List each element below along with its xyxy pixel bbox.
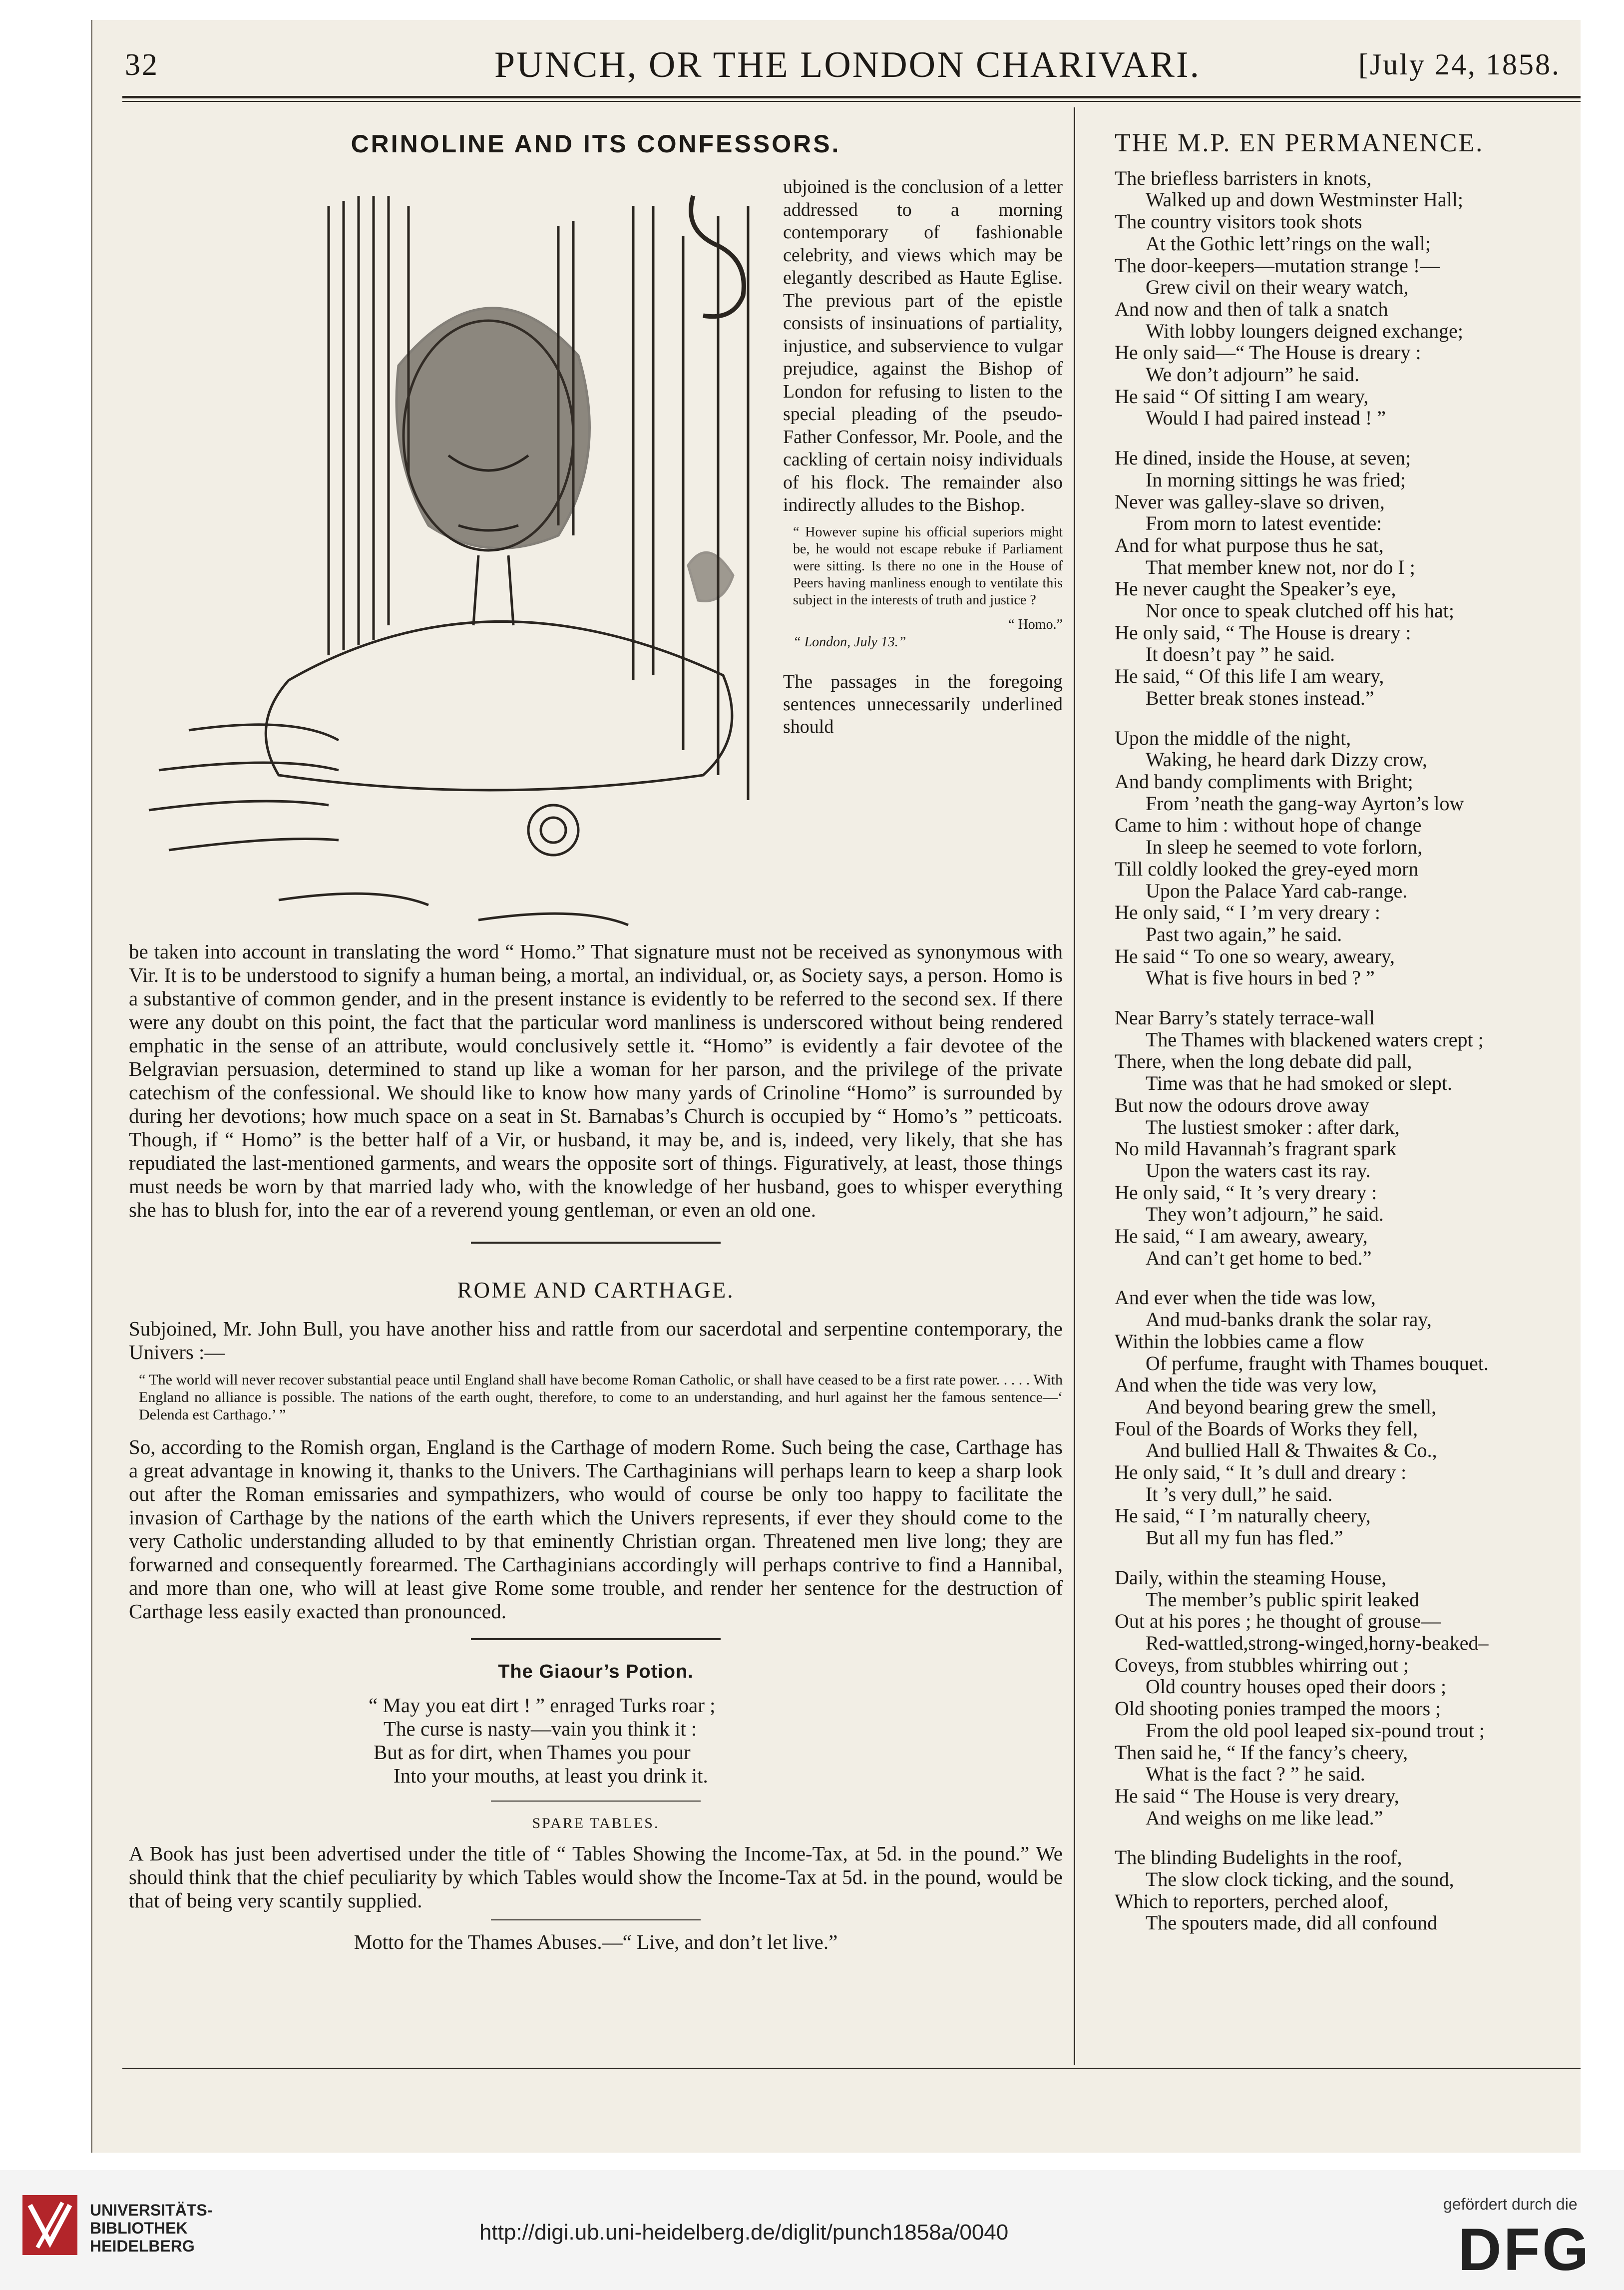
mp-stanza <box>1115 1846 1569 1934</box>
poem-line: But all my fun has fled.” <box>1146 1526 1343 1549</box>
bottom-rule <box>122 2068 1581 2069</box>
crinoline-title: CRINOLINE AND ITS CONFESSORS. <box>351 130 841 158</box>
source-url[interactable]: http://digi.ub.uni-heidelberg.de/diglit/punch1858a/0040 <box>479 2220 1009 2245</box>
mp-poem <box>1115 167 1569 1934</box>
poem-line: And bullied Hall & Thwaites & Co., <box>1146 1439 1437 1462</box>
poem-line: The briefless barristers in knots, <box>1115 166 1372 189</box>
giaour-line: “ May you eat dirt ! ” enraged Turks roar ; <box>369 1694 716 1717</box>
poem-line: Of perfume, fraught with Thames bouquet. <box>1146 1352 1489 1374</box>
giaour-title: The Giaour’s Potion. <box>498 1661 694 1682</box>
spare-tables-title: SPARE TABLES. <box>532 1815 660 1832</box>
poem-line: Grew civil on their weary watch, <box>1146 276 1409 299</box>
poem-line: Daily, within the steaming House, <box>1115 1566 1386 1589</box>
mp-stanza <box>1115 1287 1569 1548</box>
section-separator-4 <box>491 1919 701 1920</box>
funded-by: gefördert durch die <box>1443 2195 1578 2213</box>
dfg-logo: DFG <box>1458 2216 1591 2283</box>
university-logo-icon <box>20 2193 80 2258</box>
poem-line: And beyond bearing grew the smell, <box>1146 1395 1437 1418</box>
issue-date: [July 24, 1858. <box>1358 48 1561 81</box>
poem-line: Past two again,” he said. <box>1146 922 1342 945</box>
homo-quote: “ However supine his official superiors might be, he would not escape rebuke if Parliament were sitting. Is there no one in the House of Peers having manliness enough to ventilate this subject in the interests of truth and justice ? <box>793 524 1063 608</box>
poem-line: And when the tide was very low, <box>1115 1374 1377 1396</box>
poem-line: Which to reporters, perched aloof, <box>1115 1889 1389 1912</box>
giaour-verse <box>129 1694 1063 1788</box>
poem-line: In sleep he seemed to vote forlorn, <box>1146 836 1423 859</box>
poem-line: What is the fact ? ” he said. <box>1146 1763 1365 1786</box>
poem-line: And for what purpose thus he sat, <box>1115 533 1384 556</box>
poem-line: Coveys, from stubbles whirring out ; <box>1115 1653 1409 1676</box>
mp-stanza <box>1115 1567 1569 1829</box>
poem-line: The door-keepers—mutation strange !— <box>1115 254 1440 277</box>
header-rule <box>122 96 1581 98</box>
poem-line: And mud-banks drank the solar ray, <box>1146 1308 1432 1331</box>
rome-body: So, according to the Romish organ, England is the Carthage of modern Rome. Such being the case, Carthage has a great advantage in knowing it, thanks to the Univers. The Carthaginians will perhaps learn to keep a sharp look out after the Roman emissaries and sympathizers, who would of course be only too happy to facilitate the invasion of Carthage by the nations of the earth which the Univers represents, if ever they should come to the very Catholic understanding alluded to by that eminently Christian organ. Threatened men live long; they are forwarned and consequently forearmed. The Carthaginians accordingly will perhaps contrive to find a Hannibal, and more than one, who will at least give Rome some trouble, and render her sentence for the destruction of Carthage less easily exacted than pronounced. <box>129 1435 1063 1623</box>
left-column <box>129 132 1063 1954</box>
header-rule-thin <box>122 101 1581 102</box>
library-name: UNIVERSITÄTS- BIBLIOTHEK HEIDELBERG <box>90 2201 213 2255</box>
poem-line: There, when the long debate did pall, <box>1115 1050 1412 1073</box>
poem-line: But now the odours drove away <box>1115 1093 1369 1116</box>
poem-line: And can’t get home to bed.” <box>1146 1246 1372 1269</box>
rome-title: ROME AND CARTHAGE. <box>457 1278 735 1303</box>
poem-line: Waking, he heard dark Dizzy crow, <box>1146 748 1427 771</box>
poem-line: That member knew not, nor do I ; <box>1146 555 1415 578</box>
poem-line: The country visitors took shots <box>1115 210 1362 233</box>
poem-line: Walked up and down Westminster Hall; <box>1146 188 1464 211</box>
poem-line: Time was that he had smoked or slept. <box>1146 1072 1453 1095</box>
digitization-footer <box>0 2170 1624 2290</box>
poem-line: From the old pool leaped six-pound trout ; <box>1146 1719 1485 1742</box>
crinoline-lady-illustration <box>129 176 773 940</box>
poem-line: Upon the middle of the night, <box>1115 726 1351 749</box>
poem-line: Red-wattled,strong-winged,horny-beaked– <box>1146 1632 1489 1654</box>
poem-line: From morn to latest eventide: <box>1146 512 1382 535</box>
giaour-line: The curse is nasty—vain you think it : <box>384 1717 697 1740</box>
poem-line: He said “ To one so weary, aweary, <box>1115 944 1395 967</box>
poem-line: They won’t adjourn,” he said. <box>1146 1203 1384 1226</box>
poem-line: He dined, inside the House, at seven; <box>1115 447 1411 469</box>
poem-line: Came to him : without hope of change <box>1115 814 1422 837</box>
poem-line: Old country houses oped their doors ; <box>1146 1675 1447 1698</box>
section-separator-2 <box>471 1638 721 1640</box>
illustration-block <box>129 176 1063 940</box>
poem-line: He said, “ Of this life I am weary, <box>1115 665 1384 688</box>
spare-tables-body: A Book has just been advertised under the title of “ Tables Showing the Income-Tax, at 5d. in the pound.” We should think that the chief peculiarity by which Tables would show the Income-Tax at 5d. in the pound, would be that of being very scantily supplied. <box>129 1842 1063 1912</box>
poem-line: Never was galley-slave so driven, <box>1115 490 1385 513</box>
poem-line: The spouters made, did all confound <box>1146 1911 1438 1934</box>
giaour-line: Into your mouths, at least you drink it. <box>394 1764 708 1787</box>
poem-line: Better break stones instead.” <box>1146 686 1374 709</box>
giaour-line: But as for dirt, when Thames you pour <box>374 1741 691 1764</box>
poem-line: Old shooting ponies tramped the moors ; <box>1115 1697 1441 1720</box>
poem-line: At the Gothic lett’rings on the wall; <box>1146 232 1431 255</box>
poem-line: Nor once to speak clutched off his hat; <box>1146 599 1454 622</box>
poem-line: Foul of the Boards of Works they fell, <box>1115 1417 1418 1440</box>
poem-line: He only said, “ It ’s very dreary : <box>1115 1181 1377 1204</box>
intro-paragraph: ubjoined is the conclusion of a letter addressed to a morning contemporary of fashionable celebrity, and views which may be elegantly described as Haute Eglise. The previous part of the epistle consists of insinuations of partiality, injustice, and subservience to vulgar prejudice, against the Bishop of London for refusing to listen to the special pleading of the pseudo-Father Confessor, Mr. Poole, and the cackling of certain noisy individuals of his flock. The remainder also indirectly alludes to the Bishop. “ However supine his official superiors might be, he would not escape rebuke if Parliament were sitting. Is there no one in the House of Peers having manliness enough to ventilate this subject in the interests of truth and justice ? “ Homo.” “ London, July 13.” The passages in the foregoing sentences unnecessarily underlined should <box>783 176 1063 737</box>
page-number: 32 <box>125 48 159 82</box>
poem-line: The slow clock ticking, and the sound, <box>1146 1868 1454 1891</box>
poem-line: Upon the waters cast its ray. <box>1146 1159 1371 1182</box>
column-divider <box>1074 107 1075 2065</box>
section-separator <box>471 1242 721 1244</box>
mp-stanza <box>1115 167 1569 429</box>
poem-line: The blinding Budelights in the roof, <box>1115 1846 1402 1869</box>
poem-line: With lobby loungers deigned exchange; <box>1146 319 1463 342</box>
poem-line: And now and then of talk a snatch <box>1115 297 1388 320</box>
poem-line: Till coldly looked the grey-eyed morn <box>1115 857 1419 880</box>
poem-line: And ever when the tide was low, <box>1115 1286 1376 1309</box>
poem-line: He said “ Of sitting I am weary, <box>1115 385 1369 408</box>
poem-line: He only said, “ It ’s dull and dreary : <box>1115 1461 1407 1484</box>
poem-line: He only said—“ The House is dreary : <box>1115 341 1421 364</box>
poem-line: We don’t adjourn” he said. <box>1146 363 1360 386</box>
poem-line: He only said, “ The House is dreary : <box>1115 621 1411 644</box>
poem-line: Out at his pores ; he thought of grouse— <box>1115 1610 1441 1633</box>
poem-line: It ’s very dull,” he said. <box>1146 1482 1333 1505</box>
poem-line: Would I had paired instead ! ” <box>1146 407 1386 430</box>
motto: Motto for the Thames Abuses.—“ Live, and don’t let live.” <box>354 1930 838 1953</box>
poem-line: He never caught the Speaker’s eye, <box>1115 577 1396 600</box>
crinoline-body: be taken into account in translating the word “ Homo.” That signature must not be received as synonymous with Vir. It is to be understood to signify a human being, a mortal, an individual, or, as Society says, a person. Homo is a substantive of common gender, and in the present instance is evidently to be referred to the second sex. If there were any doubt on this point, the fact that the particular word manliness is underscored without being rendered emphatic in the sense of an attribute, would conclusively settle it. “Homo” is evidently a fair devotee of the Belgravian persuasion, determined to stand up like a woman for her parson, and the privilege of the private catechism of the confessional. We should like to know how many yards of Crinoline “Homo” is surrounded by during her devotions; how much space on a seat in St. Barnabas’s Church is occupied by “ Homo’s ” petticoats. Though, if “ Homo” is the better half of a Vir, or husband, it may be, and is, indeed, very likely, that she has repudiated the last-mentioned garments, and wears the opposite sort of things. Figuratively, at least, those things must needs be worn by that married lady who, with the knowledge of her husband, goes to whisper everything she has to blush for, into the ear of a reverend young gentleman, or even an old one. <box>129 940 1063 1221</box>
poem-line: He said, “ I ’m naturally cheery, <box>1115 1504 1371 1527</box>
poem-line: The member’s public spirit leaked <box>1146 1588 1419 1611</box>
homo-signature: “ Homo.” <box>1008 616 1063 632</box>
masthead-title: PUNCH, OR THE LONDON CHARIVARI. <box>494 44 1201 85</box>
passages-start: The passages in the foregoing sentences unnecessarily underlined should <box>783 671 1063 737</box>
poem-line: The Thames with blackened waters crept ; <box>1146 1028 1484 1051</box>
univers-quote: “ The world will never recover substantial peace until England shall have become Roman Catholic, or shall have ceased to be a first rate power. . . . . With England no alliance is possible. The nations of the earth ought, therefore, to come to an understanding, and hurl against her the famous sentence—‘ Delenda est Carthago.’ ” <box>139 1372 1063 1423</box>
poem-line: And bandy compliments with Bright; <box>1115 770 1413 793</box>
poem-line: Upon the Palace Yard cab-range. <box>1146 879 1408 902</box>
poem-line: He said “ The House is very dreary, <box>1115 1784 1399 1807</box>
right-column <box>1115 129 1569 1952</box>
homo-place: “ London, July 13.” <box>793 634 906 650</box>
poem-line: The lustiest smoker : after dark, <box>1146 1115 1400 1138</box>
poem-line: He only said, “ I ’m very dreary : <box>1115 901 1381 924</box>
section-separator-3 <box>491 1801 701 1802</box>
poem-line: No mild Havannah’s fragrant spark <box>1115 1137 1397 1160</box>
poem-line: In morning sittings he was fried; <box>1146 468 1406 491</box>
poem-line: And weighs on me like lead.” <box>1146 1806 1383 1829</box>
poem-line: Within the lobbies came a flow <box>1115 1330 1364 1353</box>
mp-stanza <box>1115 727 1569 989</box>
mp-stanza <box>1115 447 1569 709</box>
poem-line: Near Barry’s stately terrace-wall <box>1115 1006 1375 1029</box>
mp-stanza <box>1115 1007 1569 1269</box>
poem-line: Then said he, “ If the fancy’s cheery, <box>1115 1741 1408 1764</box>
rome-intro: Subjoined, Mr. John Bull, you have another hiss and rattle from our sacerdotal and serpentine contemporary, the Univers :— <box>129 1317 1063 1364</box>
poem-line: From ’neath the gang-way Ayrton’s low <box>1146 792 1464 815</box>
mp-title: THE M.P. EN PERMANENCE. <box>1115 129 1484 157</box>
poem-line: He said, “ I am aweary, aweary, <box>1115 1225 1368 1248</box>
poem-line: It doesn’t pay ” he said. <box>1146 643 1335 666</box>
poem-line: What is five hours in bed ? ” <box>1146 966 1375 989</box>
